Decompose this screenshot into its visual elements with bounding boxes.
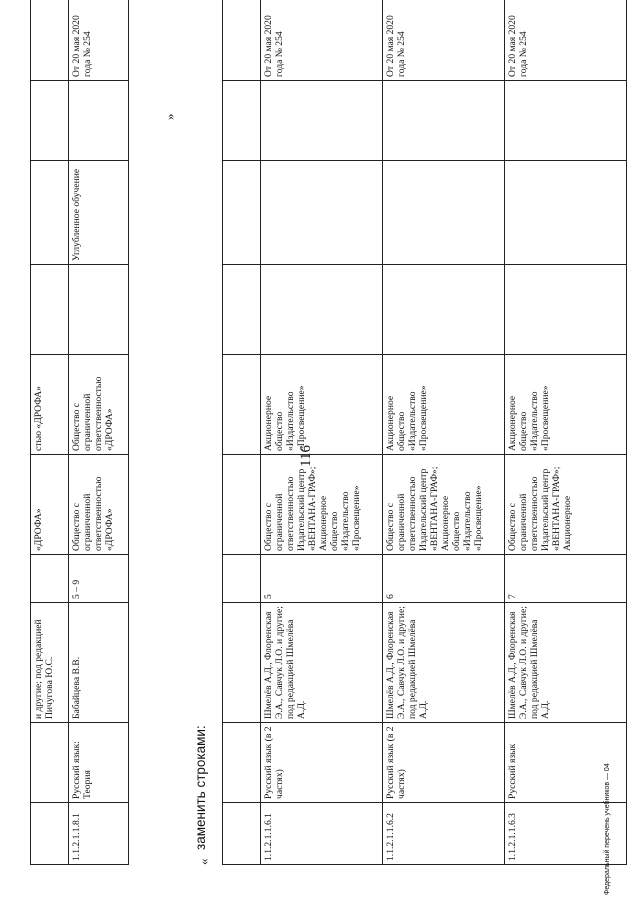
table-cell: Русский язык (в 2 частях) [261,723,383,803]
table-cell: Акционерное общество «Издательство «Просвещение» [261,355,383,455]
bottom-table [222,0,627,865]
table-cell: Русский язык [505,723,627,803]
table-cell [223,265,261,355]
table-cell: Шмелёв А.Д., Флоренская Э.А., Савчук Л.О. и другие; под редакцией Шмелёва А.Д. [505,603,627,723]
table-cell [31,803,69,865]
table-cell [223,603,261,723]
table-cell [223,455,261,555]
closing-quote: » [162,113,177,120]
table-cell [261,81,383,161]
table-cell [505,161,627,265]
table-cell: От 20 мая 2020 года № 254 [505,0,627,81]
table-cell [505,265,627,355]
table-row [383,0,505,865]
table-cell [223,0,261,81]
table-row [69,0,129,865]
table-cell: Углубленное обучение [69,161,129,265]
table-cell: От 20 мая 2020 года № 254 [69,0,129,81]
table-cell [31,723,69,803]
page-number: 116 [298,445,314,467]
table-cell: 1.1.2.1.1.6.2 [383,803,505,865]
table-cell [261,265,383,355]
table-cell: Общество с ограниченной ответственностью «ДРОФА» [69,455,129,555]
table-cell: 1.1.2.1.1.8.1 [69,803,129,865]
table-cell [31,555,69,603]
table-cell: Акционерное общество «Издательство «Просвещение» [505,355,627,455]
table-cell [223,81,261,161]
table-cell [383,265,505,355]
table-cell: 1.1.2.1.1.6.1 [261,803,383,865]
table-cell [223,723,261,803]
table-cell: Русский язык: Теория [69,723,129,803]
table-cell: «ДРОФА» [31,455,69,555]
table-cell: Русский язык (в 2 частях) [383,723,505,803]
table-cell: 7 [505,555,627,603]
table-cell: Общество с ограниченной ответственностью «ДРОФА» [69,355,129,455]
table-cell: Шмелёв А.Д., Флоренская Э.А., Савчук Л.О. и другие; под редакцией Шмелёва А.Д. [383,603,505,723]
table-cell [223,803,261,865]
table-cell [505,81,627,161]
table-cell: Общество с ограниченной ответственностью Издательский центр «ВЕНТАНА-ГРАФ»; Акционерное [505,455,627,555]
table-cell: От 20 мая 2020 года № 254 [383,0,505,81]
table-cell: 5 – 9 [69,555,129,603]
table-cell: Акционерное общество «Издательство «Просвещение» [383,355,505,455]
table-cell: стью «ДРОФА» [31,355,69,455]
table-cell: Бабайцева В.В. [69,603,129,723]
table-cell [261,161,383,265]
table-cell: 5 [261,555,383,603]
table-cell: Шмелёв А.Д., Флоренская Э.А., Савчук Л.О. и другие; под редакцией Шмелёва А.Д. [261,603,383,723]
footer-note: Федеральный перечень учебников — 04 [604,763,611,895]
replace-instruction: заменить строками: [193,725,208,850]
table-cell [383,161,505,265]
table-cell: Общество с ограниченной ответственностью Издательский центр «ВЕНТАНА-ГРАФ»; Акционерное общество «Издательство «Просвещение» [383,455,505,555]
table-cell [223,555,261,603]
table-row [31,0,69,865]
table-cell: 6 [383,555,505,603]
table-row [223,0,261,865]
opening-quote: « [196,858,211,865]
table-cell [31,81,69,161]
table-cell: 1.1.2.1.1.6.3 [505,803,627,865]
table-cell [69,265,129,355]
table-cell [31,265,69,355]
table-row [505,0,627,865]
table-cell [69,81,129,161]
top-table [30,0,129,865]
table-cell [223,355,261,455]
table-cell: и другие; под редакцией Пичугова Ю.С. [31,603,69,723]
table-cell [223,161,261,265]
table-cell: От 20 мая 2020 года № 254 [261,0,383,81]
table-cell: Общество с ограниченной ответственностью Издательский центр «ВЕНТАНА-ГРАФ»; Акционерное общество «Издательство «Просвещение» [261,455,383,555]
table-cell [31,0,69,81]
table-cell [31,161,69,265]
table-row [261,0,383,865]
table-cell [383,81,505,161]
